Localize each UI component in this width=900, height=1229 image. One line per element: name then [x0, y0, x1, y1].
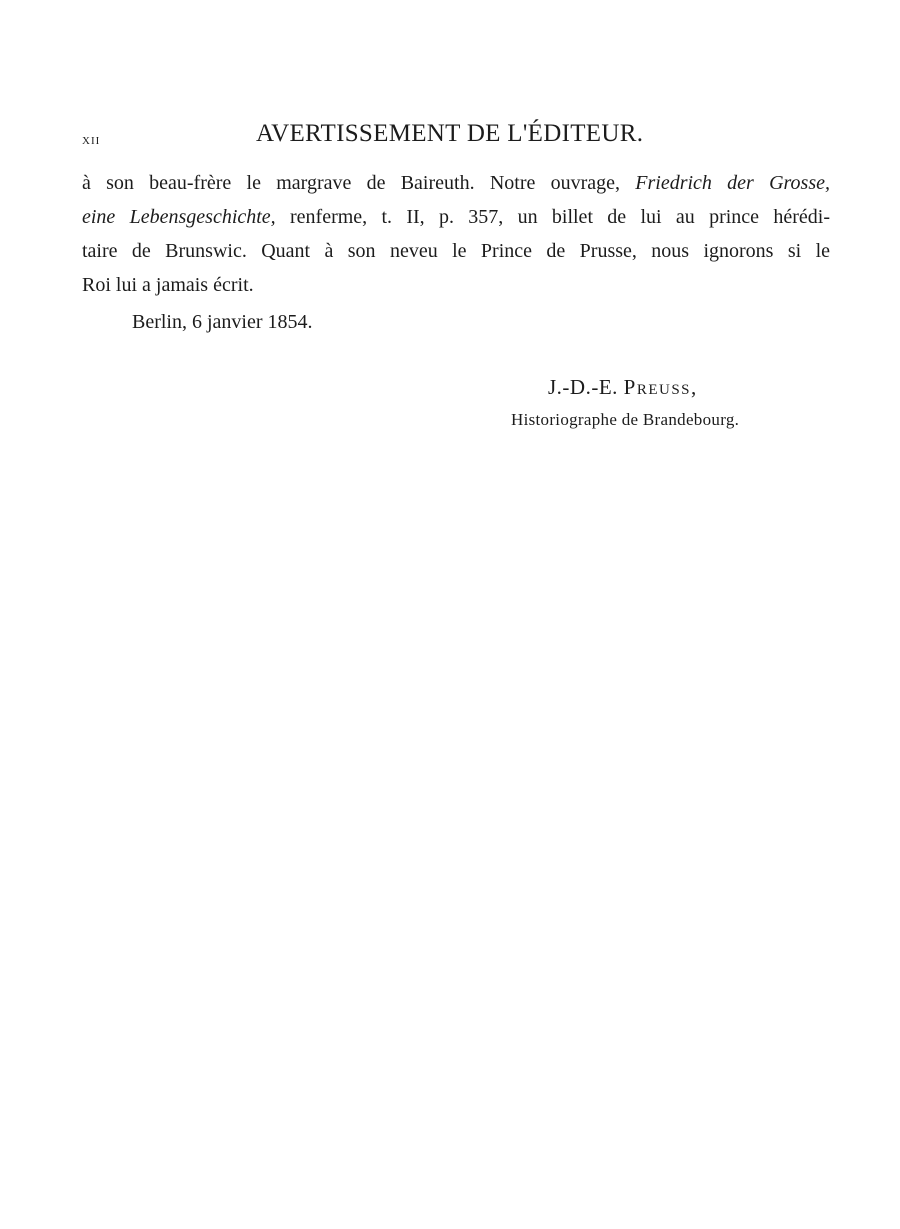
text-line-2-roman: renferme, t. II, p. 357, un billet de lui au prince hérédi-	[290, 206, 831, 228]
text-line-3: taire de Brunswic. Quant à son neveu le Prince de Prusse, nous ignorons si le	[82, 240, 830, 262]
signature	[548, 375, 698, 400]
page-number: xii	[82, 132, 101, 148]
signature-initials: J.-D.-E.	[548, 375, 618, 399]
running-head	[82, 118, 830, 158]
text-line-4: Roi lui a jamais écrit.	[82, 274, 254, 296]
signature-title: Historiographe de Brandebourg.	[511, 410, 740, 429]
book-title-part-1: Friedrich der Grosse,	[635, 172, 831, 194]
dateline: Berlin, 6 janvier 1854.	[132, 311, 313, 333]
body-paragraph	[82, 166, 830, 302]
signature-surname: Preuss,	[623, 375, 698, 399]
text-line-1-roman: à son beau-frère le margrave de Baireuth. Notre ouvrage,	[82, 172, 621, 194]
text-line-2	[82, 200, 830, 234]
running-title: AVERTISSEMENT DE L'ÉDITEUR.	[256, 120, 644, 147]
book-title-part-2: eine Lebensgeschichte,	[82, 206, 276, 228]
text-line-1	[82, 166, 830, 200]
